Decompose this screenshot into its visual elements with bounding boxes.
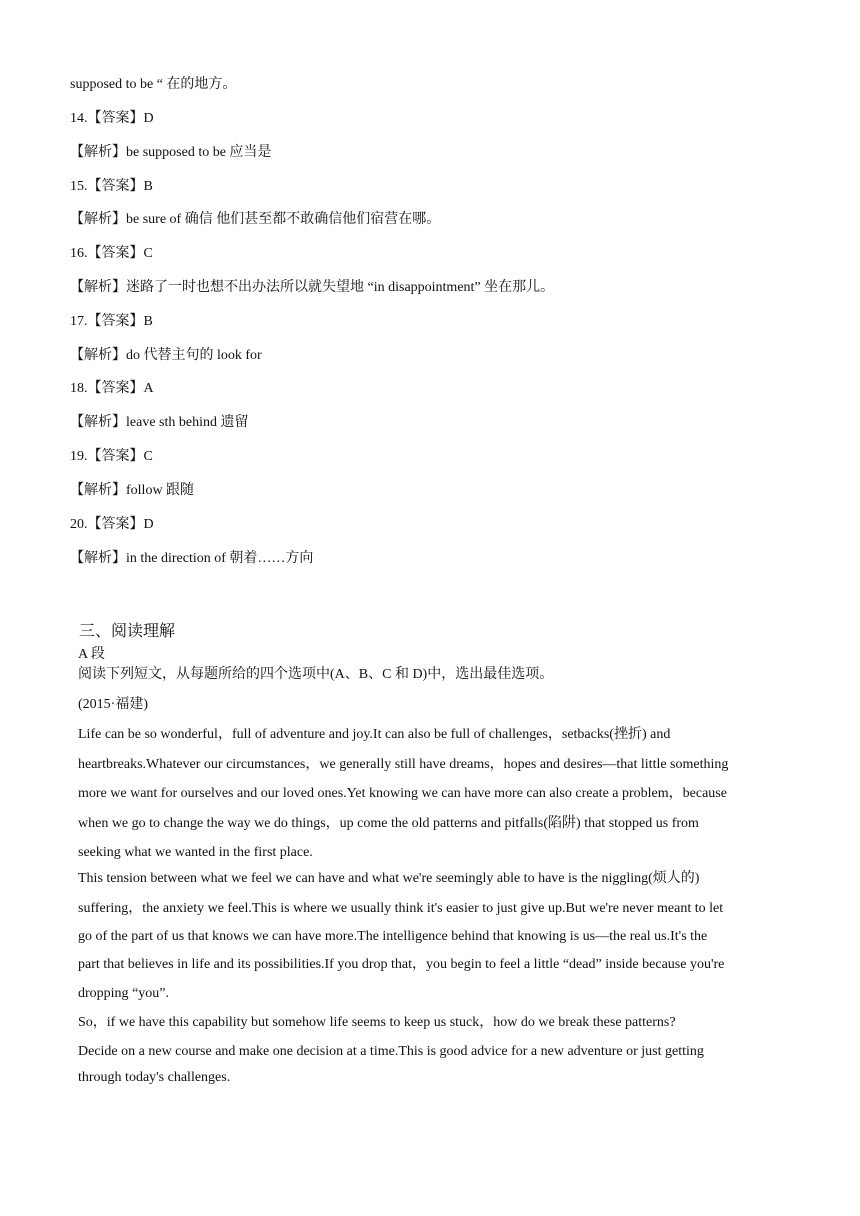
answer-line: supposed to be “ 在的地方。 [70, 77, 237, 92]
passage-line: Life can be so wonderful，full of adventure and joy.It can also be full of challenges，setbacks(挫折) and [78, 727, 671, 742]
answer-line: 15.【答案】B [70, 179, 153, 194]
passage-line: So，if we have this capability but somehow life seems to keep us stuck，how do we break these patterns? [78, 1015, 676, 1030]
analysis-line: 【解析】do 代替主句的 look for [70, 348, 262, 363]
passage-line: part that believes in life and its possibilities.If you drop that，you begin to feel a little “dead” inside because you're [78, 957, 725, 972]
analysis-line: 【解析】be sure of 确信 他们甚至都不敢确信他们宿营在哪。 [70, 212, 441, 227]
answer-line: 19.【答案】C [70, 449, 153, 464]
passage-line: This tension between what we feel we can have and what we're seemingly able to have is the niggling(烦人的) [78, 871, 700, 886]
analysis-line: 【解析】be supposed to be 应当是 [70, 145, 272, 160]
passage-line: heartbreaks.Whatever our circumstances，we generally still have dreams，hopes and desires—that little something [78, 757, 729, 772]
answer-line: 20.【答案】D [70, 517, 154, 532]
answer-line: 17.【答案】B [70, 314, 153, 329]
passage-line: seeking what we wanted in the first place. [78, 845, 313, 860]
passage-line: when we go to change the way we do things，up come the old patterns and pitfalls(陷阱) that stopped us from [78, 816, 699, 831]
section-title: 三、阅读理解 [79, 623, 176, 640]
part-label: A 段 [78, 647, 105, 662]
passage-line: Decide on a new course and make one decision at a time.This is good advice for a new adventure or just getting [78, 1044, 704, 1059]
answer-line: 16.【答案】C [70, 246, 153, 261]
passage-line: more we want for ourselves and our loved ones.Yet knowing we can have more can also create a problem，because [78, 786, 727, 801]
passage-line: dropping “you”. [78, 986, 169, 1001]
passage-line: go of the part of us that knows we can have more.The intelligence behind that knowing is us—the real us.It's the [78, 929, 708, 944]
answer-line: 14.【答案】D [70, 111, 154, 126]
analysis-line: 【解析】follow 跟随 [70, 483, 195, 498]
analysis-line: 【解析】in the direction of 朝着……方向 [70, 551, 314, 566]
analysis-line: 【解析】迷路了一时也想不出办法所以就失望地 “in disappointment” 坐在那儿。 [70, 280, 555, 295]
instruction: 阅读下列短文，从每题所给的四个选项中(A、B、C 和 D)中，选出最佳选项。 [78, 667, 554, 682]
passage-line: suffering，the anxiety we feel.This is where we usually think it's easier to just give up.But we're never meant to let [78, 901, 724, 916]
answer-line: 18.【答案】A [70, 381, 154, 396]
source-label: (2015·福建) [78, 697, 148, 712]
passage-line: through today's challenges. [78, 1070, 231, 1085]
analysis-line: 【解析】leave sth behind 遗留 [70, 415, 249, 430]
